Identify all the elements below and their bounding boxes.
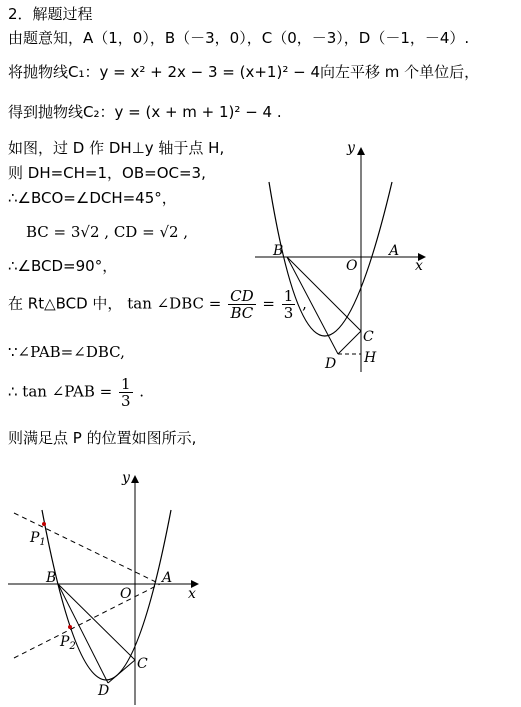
final-statement: 则满足点 P 的位置如图所示, — [8, 429, 197, 447]
parabola-c2: 得到抛物线C₂：y = (x + m + 1)² − 4 . — [8, 103, 282, 121]
construction-dh: 如图，过 D 作 DH⊥y 轴于点 H, — [8, 139, 225, 157]
parabola-curve — [42, 510, 171, 680]
angle-45: ∴∠BCO=∠DCH=45°， — [8, 189, 177, 207]
fraction-denominator: 3 — [120, 392, 131, 410]
point-a-label: A — [389, 243, 400, 259]
point-a-label: A — [162, 570, 173, 586]
dh-ch-equal: 则 DH=CH=1，OB=OC=3, — [8, 164, 206, 182]
point-p1-marker — [42, 522, 46, 526]
parabola-shift: 将抛物线C₁：y = x² + 2x − 3 = (x+1)² − 4向左平移 m 个单位后， — [8, 63, 480, 81]
fraction-denominator: BC — [230, 304, 254, 322]
dashed-line-ap2 — [14, 584, 160, 658]
y-axis-label: y — [122, 470, 130, 486]
point-d-label: D — [98, 683, 110, 699]
tan-pab-line — [8, 376, 144, 409]
given-points: 由题意知，A（1，0），B（－3，0），C（0，－3），D（－1，－4）. — [8, 29, 470, 47]
point-p2-marker — [68, 625, 72, 629]
trailing-period: . — [139, 382, 145, 401]
tan-pab-label: ∴ tan ∠PAB = — [8, 382, 113, 401]
fraction-cd-bc — [228, 288, 256, 321]
origin-label: O — [346, 258, 358, 274]
point-p2-label: $P_2$ — [60, 634, 76, 652]
x-axis-label: x — [415, 258, 423, 274]
angle-equality: ∵∠PAB=∠DBC, — [8, 343, 125, 361]
trailing-comma: , — [302, 294, 307, 313]
origin-label: O — [120, 586, 132, 602]
fraction-numerator: 1 — [283, 287, 294, 305]
fraction-numerator: 1 — [120, 375, 131, 393]
angle-bcd-90: ∴∠BCD=90°， — [8, 257, 118, 275]
point-c-label: C — [137, 656, 148, 672]
point-c-label: C — [363, 329, 374, 345]
heading: 2．解题过程 — [8, 5, 93, 23]
segment-cd — [338, 331, 361, 354]
point-h-label: H — [364, 350, 377, 366]
point-b-label: B — [46, 570, 57, 586]
fraction-numerator: CD — [230, 287, 254, 305]
x-axis-label: x — [188, 586, 196, 602]
rt-triangle-text: 在 Rt△BCD 中， — [8, 294, 123, 313]
tan-dbc-label: tan ∠DBC = — [127, 294, 222, 313]
segment-bd — [287, 257, 338, 354]
bc-cd-lengths: BC = 3√2 , CD = √2 , — [26, 223, 189, 241]
figure-1 — [255, 140, 430, 375]
point-b-label: B — [273, 243, 284, 259]
equals-sign: = — [262, 294, 275, 313]
point-p1-label: $P_1$ — [30, 530, 46, 548]
figure-2 — [8, 470, 208, 707]
point-d-label: D — [325, 356, 337, 372]
parabola-curve — [269, 182, 392, 336]
dashed-line-ap1 — [14, 513, 160, 584]
fraction-one-third — [119, 376, 133, 409]
y-axis-label: y — [347, 140, 355, 156]
segment-cd — [108, 660, 135, 683]
fraction-denominator: 3 — [283, 304, 294, 322]
